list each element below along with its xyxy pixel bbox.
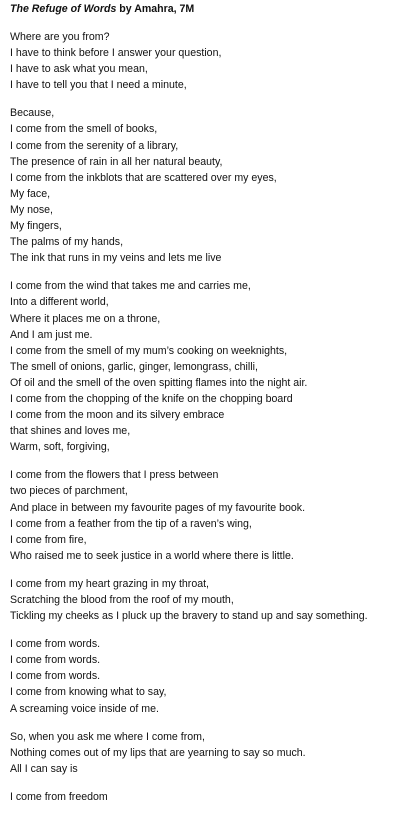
poem-line: I come from fire, xyxy=(10,533,87,546)
poem-line: A screaming voice inside of me. xyxy=(10,702,159,715)
poem-line: I have to tell you that I need a minute, xyxy=(10,79,187,92)
poem-author: by Amahra, 7M xyxy=(116,3,195,15)
poem-line: So, when you ask me where I come from, xyxy=(10,730,205,743)
poem-line: I come from words. xyxy=(10,638,101,651)
poem-line: that shines and loves me, xyxy=(10,425,131,438)
stanza xyxy=(10,636,407,716)
poem-body xyxy=(10,29,407,805)
poem-line: The presence of rain in all her natural beauty, xyxy=(10,155,223,168)
poem-line: I come from the inkblots that are scattered over my eyes, xyxy=(10,171,277,184)
poem-line: I come from my heart grazing in my throat, xyxy=(10,577,209,590)
poem-line: I come from words. xyxy=(10,670,101,683)
poem-line: I come from freedom xyxy=(10,790,108,803)
poem-line: The palms of my hands, xyxy=(10,236,124,249)
poem-line: I have to ask what you mean, xyxy=(10,63,148,76)
poem-line: I come from the serenity of a library, xyxy=(10,139,179,152)
poem-line: I come from words. xyxy=(10,654,101,667)
poem-line: Where it places me on a throne, xyxy=(10,312,161,325)
poem-line: My nose, xyxy=(10,203,53,216)
poem-line: I come from the moon and its silvery embrace xyxy=(10,409,225,422)
stanza xyxy=(10,789,407,805)
stanza xyxy=(10,105,407,266)
poem-title: The Refuge of Words xyxy=(10,3,117,15)
stanza xyxy=(10,278,407,455)
stanza xyxy=(10,576,407,624)
poem-line: All I can say is xyxy=(10,762,78,775)
stanza xyxy=(10,467,407,564)
poem-line: I come from knowing what to say, xyxy=(10,686,167,699)
poem-line: Warm, soft, forgiving, xyxy=(10,441,110,454)
poem-line: My fingers, xyxy=(10,220,62,233)
stanza xyxy=(10,29,407,93)
poem-line: I come from the flowers that I press between xyxy=(10,469,219,482)
poem-line: I come from a feather from the tip of a raven’s wing, xyxy=(10,517,252,530)
poem-line: And I am just me. xyxy=(10,328,93,341)
poem-line: Into a different world, xyxy=(10,296,109,309)
poem-line: I come from the smell of books, xyxy=(10,123,158,136)
stanza xyxy=(10,729,407,777)
poem-line: And place in between my favourite pages of my favourite book. xyxy=(10,501,306,514)
poem-line: The smell of onions, garlic, ginger, lemongrass, chilli, xyxy=(10,360,258,373)
poem-line: Scratching the blood from the roof of my mouth, xyxy=(10,594,234,606)
poem-heading xyxy=(10,2,407,17)
poem-line: Tickling my cheeks as I pluck up the bravery to stand up and say something. xyxy=(10,610,368,623)
poem-line: The ink that runs in my veins and lets me live xyxy=(10,252,222,265)
poem-line: Where are you from? xyxy=(10,31,110,43)
poem-line: I come from the wind that takes me and carries me, xyxy=(10,280,251,293)
poem-line: My face, xyxy=(10,187,51,200)
poem-line: I come from the smell of my mum’s cooking on weeknights, xyxy=(10,344,288,357)
poem-line: I have to think before I answer your question, xyxy=(10,47,222,60)
poem-line: Because, xyxy=(10,107,55,120)
poem-line: Who raised me to seek justice in a world where there is little. xyxy=(10,549,294,562)
poem-line: I come from the chopping of the knife on the chopping board xyxy=(10,392,293,405)
poem-line: Of oil and the smell of the oven spitting flames into the night air. xyxy=(10,376,308,389)
poem-document xyxy=(10,2,407,817)
poem-line: two pieces of parchment, xyxy=(10,485,128,498)
poem-line: Nothing comes out of my lips that are yearning to say so much. xyxy=(10,746,306,759)
